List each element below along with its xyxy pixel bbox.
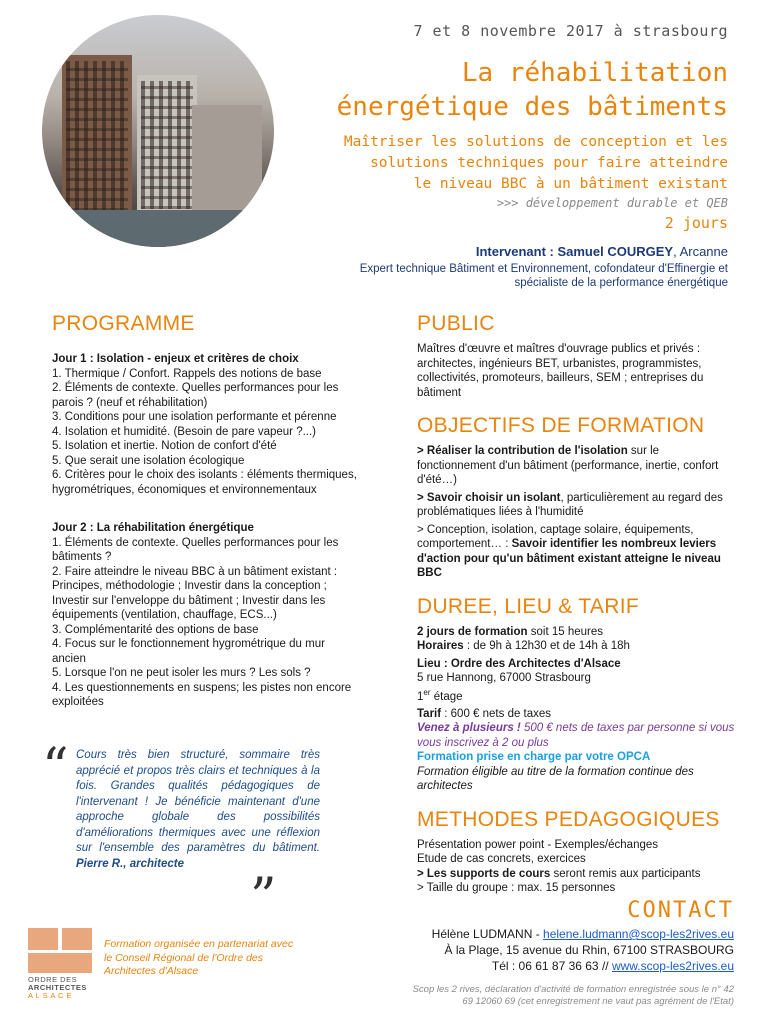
close-quote-icon: ” [250,868,277,928]
duree-title: DUREE, LIEU & TARIF [417,594,639,618]
duree-address: 5 rue Hannong, 67000 Strasbourg [417,672,591,684]
photo-windows-left [66,61,128,211]
logo-text-line-3: A L S A C E [28,991,72,1000]
logo-block [62,928,92,950]
open-quote-icon: “ [42,738,69,798]
objectifs-section [417,414,737,581]
methodes-line-3 [417,867,737,882]
duree-eligible: Formation éligible au titre de la formation continue des architectes [417,765,694,793]
methodes-line-1: Présentation power point - Exemples/échanges [417,838,659,851]
objectif-1-rest: sur le fonctionnement d'un bâtiment (performance, inertie, confort d'été…) [417,445,719,486]
duree-hours-bold: Horaires [417,640,464,652]
floor-number: 1 [417,690,424,703]
duree-place [417,657,737,672]
logo-text-line-2: ARCHITECTES [28,983,87,992]
methodes-section [417,808,737,896]
speaker-org: , Arcanne [673,244,728,259]
legal-notice [354,984,734,1008]
list-item: 4. Focus sur le fonctionnement hygrométrique du mur ancien [52,638,325,665]
contact-block [314,926,734,974]
floor-suffix: er [423,687,431,697]
list-item: 2. Éléments de contexte. Quelles performances pour les parois ? (neuf et réhabilitation) [52,382,339,409]
list-item: 3. Complémentarité des options de base [52,623,259,636]
ordre-architectes-logo [28,928,92,1002]
list-item: 3. Conditions pour une isolation performante et pérenne [52,411,337,423]
contact-phone: Tél : 06 61 87 36 63 // [491,959,612,973]
duree-days-bold: 2 jours de formation [417,625,528,638]
logo-text-line-1: ORDRE DES [28,975,78,984]
methodes-line-3-bold: > Les supports de cours [417,867,551,880]
objectif-3-bold: Savoir identifier les nombreux leviers d'action pour qu'un bâtiment existant atteigne le niveau BBC [417,538,721,579]
duree-hours-rest: : de 9h à 12h30 et de 14h à 18h [463,640,630,652]
public-title: PUBLIC [417,312,495,335]
quote-body: Cours très bien structuré, sommaire très apprécié et propos très clairs et techniques à la fois. Grandes qualités pédagogiques de l'intervenant ! Je bénéficie maintenant d'une approche globale des possibilités d'améliorations thermiques avec une réflexion sur l'ensemble des paramètres du bâtiment. [76,749,320,854]
list-item: 6. Critères pour le choix des isolants : éléments thermiques, hygrométriques, économiques et environnementaux [52,469,357,496]
list-item: 5. Lorsque l'on ne peut isoler les murs ? Les sols ? [52,667,311,679]
public-text: Maîtres d'œuvre et maîtres d'ouvrage publics et privés : architectes, ingénieurs BET, urbanistes, programmistes, collectivités, promoteurs, bailleurs, SEM ; entreprises du bâtiment [417,343,704,399]
objectif-item-1 [417,444,737,488]
partnership-caption: Formation organisée en partenariat avec le Conseil Régional de l'Ordre des Architectes d'Alsace [104,938,294,977]
duree-section [417,595,737,794]
photo-canal [42,210,274,247]
programme-day-1 [52,352,362,497]
logo-block [28,953,92,973]
price-rest: : 600 € nets de taxes [441,707,552,720]
subtitle-line-2: solutions techniques pour faire atteindre [370,155,728,171]
logo-text [28,976,92,1000]
duree-group-offer [417,721,737,750]
page-title [298,56,728,124]
objectif-3-start: > Conception, isolation, captage solaire, équipements, comportement… : [417,523,694,550]
programme-day-2 [52,521,362,710]
day-1-title: Jour 1 : Isolation - enjeux et critères de choix [52,353,299,365]
list-item: 2. Faire atteindre le niveau BBC à un bâtiment existant : Principes, méthodologie ; Investir dans la conception ; Investir sur l'enveloppe du bâtiment ; Investir dans les équipements (ventilation, chauffage, ECS...) [52,565,338,621]
duree-opca: Formation prise en charge par votre OPCA [417,751,651,764]
list-item: 1. Éléments de contexte. Quelles performances pour les bâtiments ? [52,536,339,563]
contact-name-line [314,926,734,942]
duree-floor [417,686,737,704]
list-item: 4. Les questionnements en suspens; les pistes non encore exploitées [52,681,352,708]
logo-block [28,928,58,950]
programme-section [52,312,362,720]
objectif-2-bold: > Savoir choisir un isolant [417,491,561,504]
quote-author: Pierre R., architecte [76,857,185,870]
speaker-description [288,262,728,290]
event-date: 7 et 8 novembre 2017 à strasbourg [413,22,728,40]
price-bold: Tarif [417,707,442,720]
methodes-title: METHODES PEDAGOGIQUES [417,807,720,831]
duree-days-rest: soit 15 heures [527,625,603,638]
title-line-2: énergétique des bâtiments [336,92,728,122]
category-tagline: >>> développement durable et QEB [496,196,728,210]
objectifs-title: OBJECTIFS DE FORMATION [417,414,705,437]
group-offer-rest: 500 € nets de taxes par personne si vous vous inscrivez à 2 ou plus [417,722,735,749]
duration-badge: 2 jours [664,214,728,232]
floor-label: étage [430,690,463,703]
list-item: 5. Que serait une isolation écologique [52,454,245,467]
programme-title: PROGRAMME [52,312,195,335]
methodes-line-3-rest: seront remis aux participants [550,867,701,880]
list-item: 4. Isolation et humidité. (Besoin de pare vapeur ?...) [52,425,317,438]
title-line-1: La réhabilitation [461,58,728,88]
subtitle-line-3: le niveau BBC à un bâtiment existant [413,176,728,192]
contact-email-link[interactable]: helene.ludmann@scop-les2rives.eu [543,927,734,941]
contact-title: CONTACT [627,898,734,923]
methodes-line-4: > Taille du groupe : max. 15 personnes [417,882,616,895]
page-subtitle [288,132,728,195]
contact-website-link[interactable]: www.scop-les2rives.eu [611,959,734,973]
subtitle-line-1: Maîtriser les solutions de conception et les [343,134,728,150]
contact-address: À la Plage, 15 avenue du Rhin, 67100 STRASBOURG [444,943,734,957]
public-section [417,312,737,400]
objectif-2-rest: , particulièrement au regard des problématiques liées à l'humidité [417,491,723,518]
testimonial-quote [42,738,320,928]
speaker-desc-line-1: Expert technique Bâtiment et Environnement, cofondateur d'Effinergie et [359,263,728,275]
legal-line-2: 69 12060 69 (cet enregistrement ne vaut pas agrément de l'Etat) [462,996,734,1007]
list-item: 5. Isolation et inertie. Notion de confort d'été [52,440,277,452]
methodes-line-2: Etude de cas concrets, exercices [417,853,586,866]
group-offer-bold: Venez à plusieurs ! [417,722,521,735]
photo-windows-center [141,81,193,209]
speaker-line [476,244,728,259]
objectif-item-3 [417,523,737,581]
objectif-1-bold: > Réaliser la contribution de l'isolation [417,445,628,457]
building-photo [42,15,274,247]
objectif-item-2 [417,491,737,520]
duree-hours [417,639,737,654]
contact-phone-line [314,958,734,974]
quote-text [52,748,320,872]
day-2-title: Jour 2 : La réhabilitation énergétique [52,522,254,534]
list-item: 1. Thermique / Confort. Rappels des notions de base [52,367,322,380]
speaker-desc-line-2: spécialiste de la performance énergétique [514,277,728,289]
legal-line-1: Scop les 2 rives, déclaration d'activité de formation enregistrée sous le n° 42 [412,984,734,995]
info-column [417,312,737,910]
duree-place-bold: Lieu : Ordre des Architectes d'Alsace [417,657,621,670]
photo-building-right [192,105,262,215]
contact-name: Hélène LUDMANN - [431,927,544,941]
duree-price [417,707,737,722]
speaker-name: Intervenant : Samuel COURGEY [475,244,674,259]
duree-days [417,625,737,640]
